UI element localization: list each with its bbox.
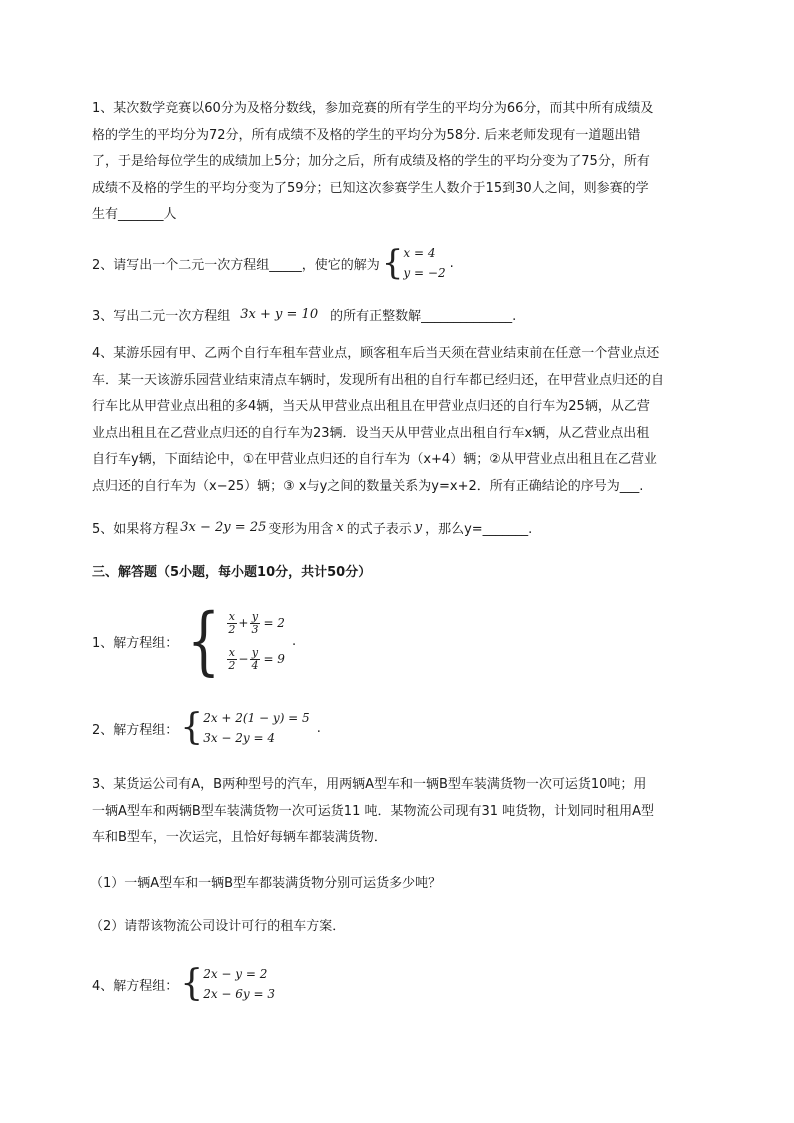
s1-end: . [291,633,297,649]
q5-mid2: 的式子表示 [346,521,412,537]
q5-equation: 3x − 2y = 25 [180,519,267,535]
solve-1 [92,598,722,684]
solve-2 [92,706,722,750]
s2-eq-2: 3x − 2y = 4 [203,731,276,745]
s3-subquestion-2: （2）请帮该物流公司设计可行的租车方案． [90,918,346,934]
q3-equation: 3x + y = 10 [240,306,319,322]
q1-line-3: 了，于是给每位学生的成绩加上5分；加分之后，所有成绩及格的学生的平均分变为了75分，所有 [92,154,650,169]
s3-line-1: 3、某货运公司有A，B两种型号的汽车，用两辆A型车和一辆B型车装满货物一次可运货10吨；用 [92,777,647,792]
q1-line-2: 格的学生的平均分为72分，所有成绩不及格的学生的平均分为58分. 后来老师发现有一道题出错 [92,127,641,143]
brace-icon: { [180,707,204,748]
q5-var-x: x [336,519,344,535]
s1-label: 1、解方程组： [92,635,179,651]
s4-label: 4、解方程组： [92,978,179,994]
question-5 [92,514,722,540]
q2-eq-2: y = −2 [403,266,446,280]
question-3 [92,301,722,327]
s4-eq-2: 2x − 6y = 3 [203,987,276,1001]
s3-line-2: 一辆A型车和两辆B型车装满货物一次可运货11 吨．某物流公司现有31 吨货物，计划同时租用A型 [92,803,655,819]
q5-var-y: y [414,519,423,535]
q2-solution-system [382,243,446,283]
brace-icon: { [180,963,204,1004]
q2-eq-1: x = 4 [403,246,436,260]
section-3-title: 三、解答题（5小题，每小题10分，共计50分） [92,564,372,580]
s2-eq-1: 2x + 2(1 − y) = 5 [203,711,310,725]
q5-mid: 变形为用含 [268,521,334,537]
s1-eq-1: $\frac{x}{2}$ + $\frac{y}{3}$ = 2 [228,609,285,636]
s2-end: . [316,720,321,736]
question-4 [92,341,722,500]
s1-eq-2: $\frac{x}{2}$ − $\frac{y}{4}$ = 9 [228,645,285,672]
s2-system [180,708,309,748]
q1-line-1: 1、某次数学竞赛以60分为及格分数线，参加竞赛的所有学生的平均分为66分，而其中所有成绩及 [92,101,654,116]
q3-post: 的所有正整数解______________. [330,308,517,324]
s3-subquestion-1: （1）一辆A型车和一辆B型车都装满货物分别可运货多少吨？ [90,875,442,891]
solve-3 [92,772,722,852]
q4-line-1: 4、某游乐园有甲、乙两个自行车租车营业点，顾客租车后当天须在营业结束前在任意一个营业点还 [92,346,660,361]
s3-line-3: 车和B型车，一次运完，且恰好每辆车都装满货物． [92,830,387,845]
brace-icon: { [381,243,404,283]
question-2 [92,243,722,283]
q4-line-4: 业点出租且在乙营业点归还的自行车为23辆．设当天从甲营业点出租自行车x辆，从乙营业点出租 [92,425,650,441]
q3-pre: 3、写出二元一次方程组 [92,308,231,324]
s1-system [180,598,285,684]
q4-line-5: 自行车y辆，下面结论中，①在甲营业点归还的自行车为（x+4）辆；②从甲营业点出租且在乙营业 [92,452,657,467]
q2-text: 2、请写出一个二元一次方程组_____，使它的解为 [92,257,380,273]
brace-icon: { [187,598,221,684]
section-heading [92,557,722,583]
q2-end: . [449,255,454,271]
q5-pre: 5、如果将方程 [92,521,179,537]
q1-line-4: 成绩不及格的学生的平均分变为了59分；已知这次参赛学生人数介于15到30人之间，则参赛的学 [92,180,649,196]
q4-line-3: 行车比从甲营业点出租的多4辆，当天从甲营业点出租且在甲营业点归还的自行车为25辆，从乙营 [92,399,650,414]
q4-line-6: 点归还的自行车为（x−25）辆；③ x与y之间的数量关系为y=x+2．所有正确结论的序号为___. [92,478,644,494]
q4-line-2: 车．某一天该游乐园营业结束清点车辆时，发现所有出租的自行车都已经归还，在甲营业点归还的自 [92,372,665,388]
solve-4 [92,962,722,1006]
q5-post: ，那么y=_______. [425,521,533,537]
question-1 [92,96,722,229]
s4-system [180,964,275,1004]
s2-label: 2、解方程组： [92,722,179,738]
s4-eq-1: 2x − y = 2 [203,967,268,981]
q1-line-5: 生有_______人 [92,207,177,222]
